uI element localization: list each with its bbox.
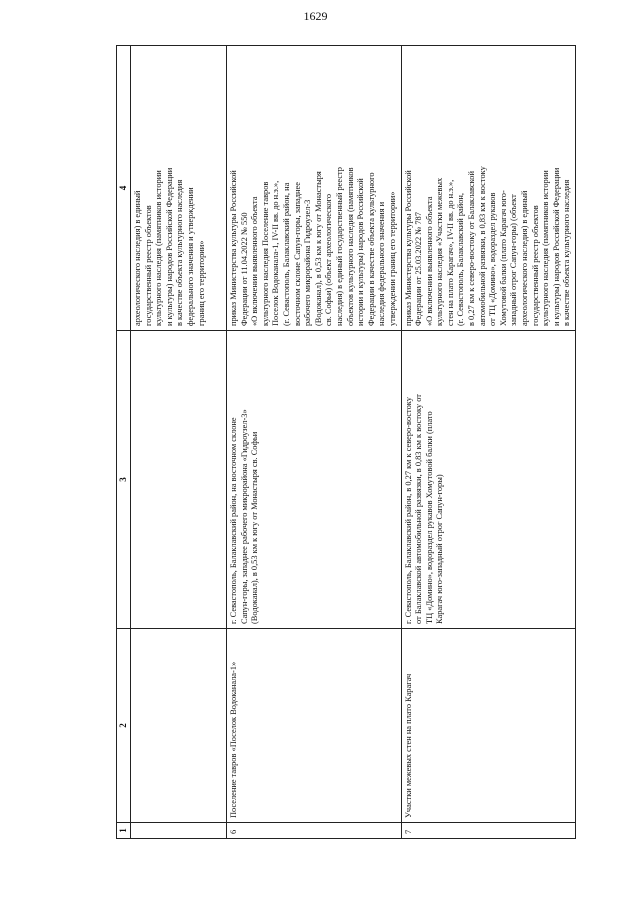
object-name [131, 629, 227, 823]
header-col-2: 2 [117, 629, 131, 823]
object-location: г. Севастополь, Балаклавский район, на восточном склоне Сапун-горы, западнее рабочего микрорайона «Гидроузел-3» (Водоканал), в 0,53 км к югу от Монастыря св. Софьи [227, 331, 402, 629]
object-name: Участки межевых стен на плато Карагач [401, 629, 576, 823]
heritage-objects-table [116, 45, 576, 839]
row-number [131, 823, 227, 839]
table-row [131, 46, 227, 839]
table-header-row [117, 46, 131, 839]
table-row [401, 46, 576, 839]
rotated-table-container [116, 46, 572, 839]
header-col-3: 3 [117, 331, 131, 629]
object-name: Поселение тавров «Поселок Водоканала-1» [227, 629, 402, 823]
rotated-table-frame [116, 46, 572, 839]
object-location [131, 331, 227, 629]
legal-document: приказ Министерства культуры Российской Федерации от 25.03.2022 № 787 «О включении выявленного объекта культурного наследия «Участки межевых стен на плато Карагач», IV-II вв. до н.э.», (г. Севастополь, Балаклавский район, в 0,27 км к северо-востоку от Балаклавской автомобильной развязки, в 0,83 км к востоку от ТЦ «Домино», водораздел рукавов Хомутовой балки (плато Карагач юго- западный отрог Сапун-горы) (объект археологического наследия) в единый государственный реестр объектов культурного наследия (памятников истории и культуры) народов Российской Федерации в качестве объекта культурного наследия [401, 46, 576, 331]
object-location: г. Севастополь, Балаклавский район, в 0,27 км к северо-востоку от Балаклавской автомобильной развязки, в 0,83 км к востоку от ТЦ «Домино», водораздел рукавов Хомутовой балки (плато Карагач юго-западный отрог Сапун-горы) [401, 331, 576, 629]
legal-document: археологического наследия) в единый государственный реестр объектов культурного наследия (памятников истории и культуры) народов Российской Федерации в качестве объекта культурного наследия федерального значения и утверждении границ его территории» [131, 46, 227, 331]
legal-document: приказ Министерства культуры Российской Федерации от 11.04.2022 № 550 «О включении выявленного объекта культурного наследия Поселение тавров Поселок Водоканала-1, IV-II вв. до н.э.», (г. Севастополь, Балаклавский район, на восточном склоне Сапун-горы, западнее рабочего микрорайона Гидроузел-3 (Водоканал), в 0,53 км к югу от Монастыря св. Софьи) (объект археологического наследия) в единый государственный реестр объектов культурного наследия (памятников истории и культуры) народов Российской Федерации в качестве объекта культурного наследия федерального значения и утверждении границ его территории» [227, 46, 402, 331]
page-number: 1629 [303, 9, 328, 23]
table-row [227, 46, 402, 839]
header-col-4: 4 [117, 46, 131, 331]
row-number: 6 [227, 823, 402, 839]
row-number: 7 [401, 823, 576, 839]
header-col-1: 1 [117, 823, 131, 839]
